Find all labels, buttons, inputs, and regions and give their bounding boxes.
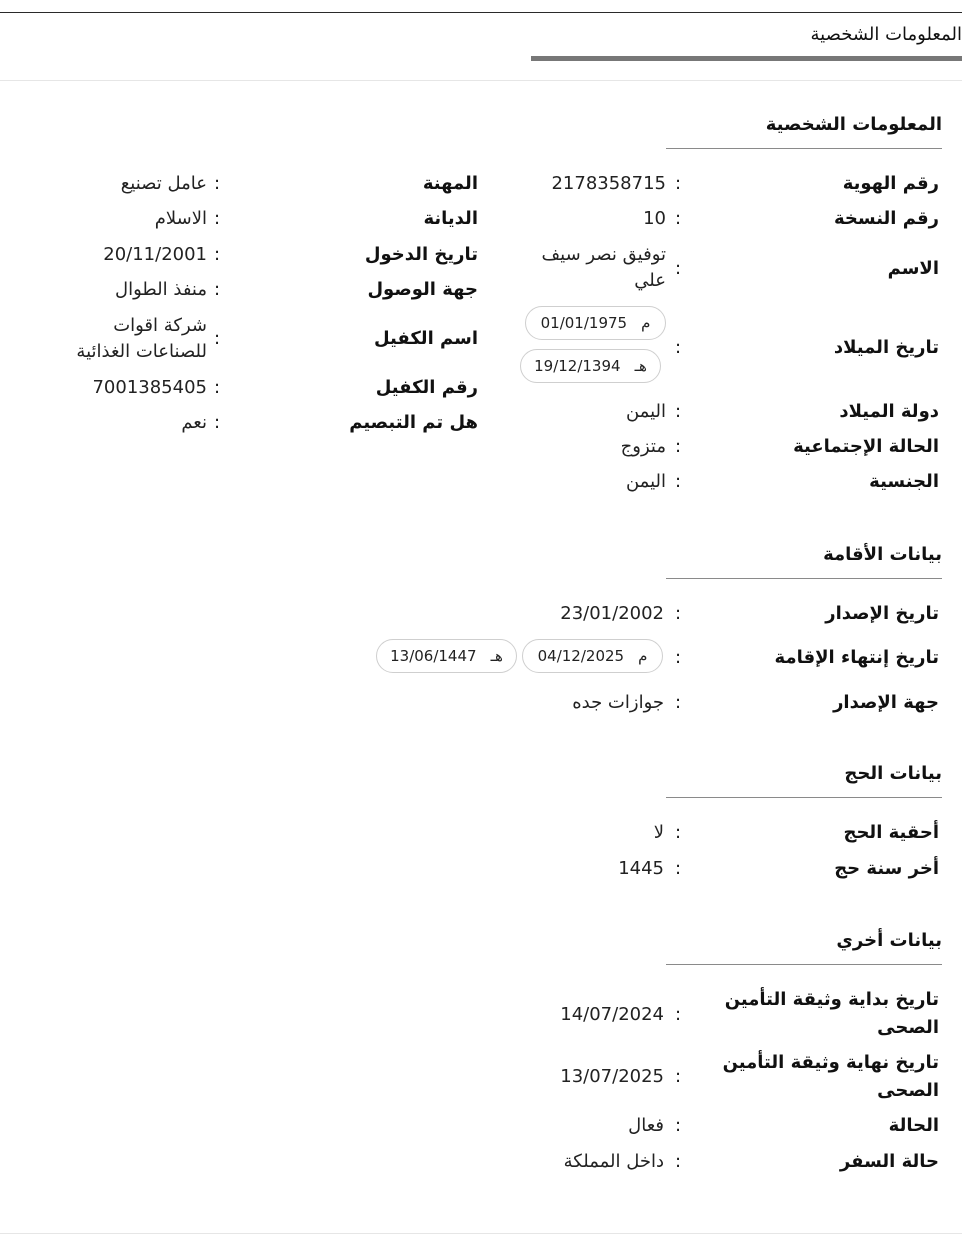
name-value: توفيق نصر سيف علي (541, 244, 666, 291)
travel-status-label: حالة السفر (839, 1151, 939, 1172)
birth-country-value: اليمن (625, 401, 666, 422)
colon: : (674, 603, 682, 624)
colon: : (674, 471, 682, 492)
entry-date-label: تاريخ الدخول (364, 244, 478, 265)
colon: : (674, 1151, 682, 1172)
hajj-last-year-label: أخر سنة حج (834, 858, 939, 879)
colon: : (213, 377, 221, 398)
id-number-label: رقم الهوية (842, 173, 939, 194)
religion-label: الديانة (423, 208, 478, 229)
hajj-eligibility-label: أحقية الحج (843, 822, 939, 843)
colon: : (674, 337, 682, 358)
residence-expiry-hijri: 13/06/1447 (390, 647, 477, 665)
insurance-start-value: 14/07/2024 (560, 1004, 664, 1025)
entry-date-value: 20/11/2001 (103, 244, 207, 265)
birth-date-hijri-chip (520, 349, 661, 383)
gregorian-era: م (638, 647, 648, 665)
residence-expiry-label: تاريخ إنتهاء الإقامة (774, 647, 939, 668)
birth-date-label: تاريخ الميلاد (833, 337, 939, 358)
fingerprinted-label: هل تم التبصيم (349, 412, 478, 433)
colon: : (213, 328, 221, 349)
section-title-other: بيانات أخري (836, 930, 942, 951)
birth-date-gregorian-chip (525, 306, 666, 340)
birth-date-gregorian: 01/01/1975 (540, 314, 628, 332)
residence-expiry-gregorian-chip (522, 639, 663, 673)
birth-country-label: دولة الميلاد (839, 401, 939, 422)
gregorian-era: م (641, 314, 651, 332)
arrival-port-value: منفذ الطوال (115, 279, 207, 300)
occupation-value: عامل تصنيع (120, 173, 207, 194)
colon: : (674, 822, 682, 843)
colon: : (674, 1066, 682, 1087)
colon: : (674, 436, 682, 457)
colon: : (213, 412, 221, 433)
fingerprinted-value: نعم (181, 412, 207, 433)
insurance-end-value: 13/07/2025 (560, 1066, 664, 1087)
birth-date-hijri: 19/12/1394 (534, 357, 621, 375)
section-title-hajj: بيانات الحج (844, 763, 942, 784)
copy-number-value: 10 (643, 208, 666, 229)
hijri-era: هـ (490, 647, 503, 665)
colon: : (674, 1004, 682, 1025)
residence-issuer-value: جوازات جده (572, 692, 664, 713)
residence-issuer-label: جهة الإصدار (833, 692, 939, 713)
hajj-eligibility-value: لا (653, 822, 664, 843)
colon: : (213, 173, 221, 194)
colon: : (213, 208, 221, 229)
residence-issue-date-value: 23/01/2002 (560, 603, 664, 624)
travel-status-value: داخل المملكة (563, 1151, 664, 1172)
tab-personal-info[interactable]: المعلومات الشخصية (810, 24, 962, 45)
section-underline (666, 964, 942, 965)
residence-expiry-hijri-chip (376, 639, 517, 673)
colon: : (674, 1115, 682, 1136)
arrival-port-label: جهة الوصول (367, 279, 478, 300)
nationality-label: الجنسية (869, 471, 939, 492)
name-label: الاسم (887, 258, 939, 279)
marital-status-value: متزوج (620, 436, 666, 457)
id-number-value: 2178358715 (551, 173, 666, 194)
status-value: فعال (628, 1115, 664, 1136)
top-divider (0, 12, 962, 13)
colon: : (674, 647, 682, 668)
marital-status-label: الحالة الإجتماعية (793, 436, 939, 457)
sponsor-number-label: رقم الكفيل (375, 377, 478, 398)
copy-number-label: رقم النسخة (833, 208, 939, 229)
active-tab-indicator (531, 56, 962, 61)
section-title-residence: بيانات الأقامة (823, 544, 942, 565)
religion-value: الاسلام (154, 208, 207, 229)
footer-divider (0, 1233, 962, 1234)
residence-expiry-gregorian: 04/12/2025 (537, 647, 625, 665)
sponsor-name-value: شركة اقوات للصناعات الغذائية (76, 315, 207, 362)
colon: : (213, 244, 221, 265)
colon: : (674, 173, 682, 194)
insurance-end-label: تاريخ نهاية وثيقة التأمين الصحى (722, 1052, 939, 1101)
residence-issue-date-label: تاريخ الإصدار (825, 603, 939, 624)
colon: : (213, 279, 221, 300)
sponsor-number-value: 7001385405 (92, 377, 207, 398)
header-divider (0, 80, 962, 81)
colon: : (674, 208, 682, 229)
section-underline (666, 797, 942, 798)
nationality-value: اليمن (625, 471, 666, 492)
sponsor-name-label: اسم الكفيل (373, 328, 478, 349)
section-underline (666, 578, 942, 579)
colon: : (674, 692, 682, 713)
insurance-start-label: تاريخ بداية وثيقة التأمين الصحى (724, 989, 939, 1038)
section-title-personal: المعلومات الشخصية (765, 114, 942, 135)
colon: : (674, 258, 682, 279)
colon: : (674, 401, 682, 422)
colon: : (674, 858, 682, 879)
hajj-last-year-value: 1445 (618, 858, 664, 879)
hijri-era: هـ (634, 357, 647, 375)
section-underline (666, 148, 942, 149)
status-label: الحالة (888, 1115, 939, 1136)
occupation-label: المهنة (422, 173, 478, 194)
